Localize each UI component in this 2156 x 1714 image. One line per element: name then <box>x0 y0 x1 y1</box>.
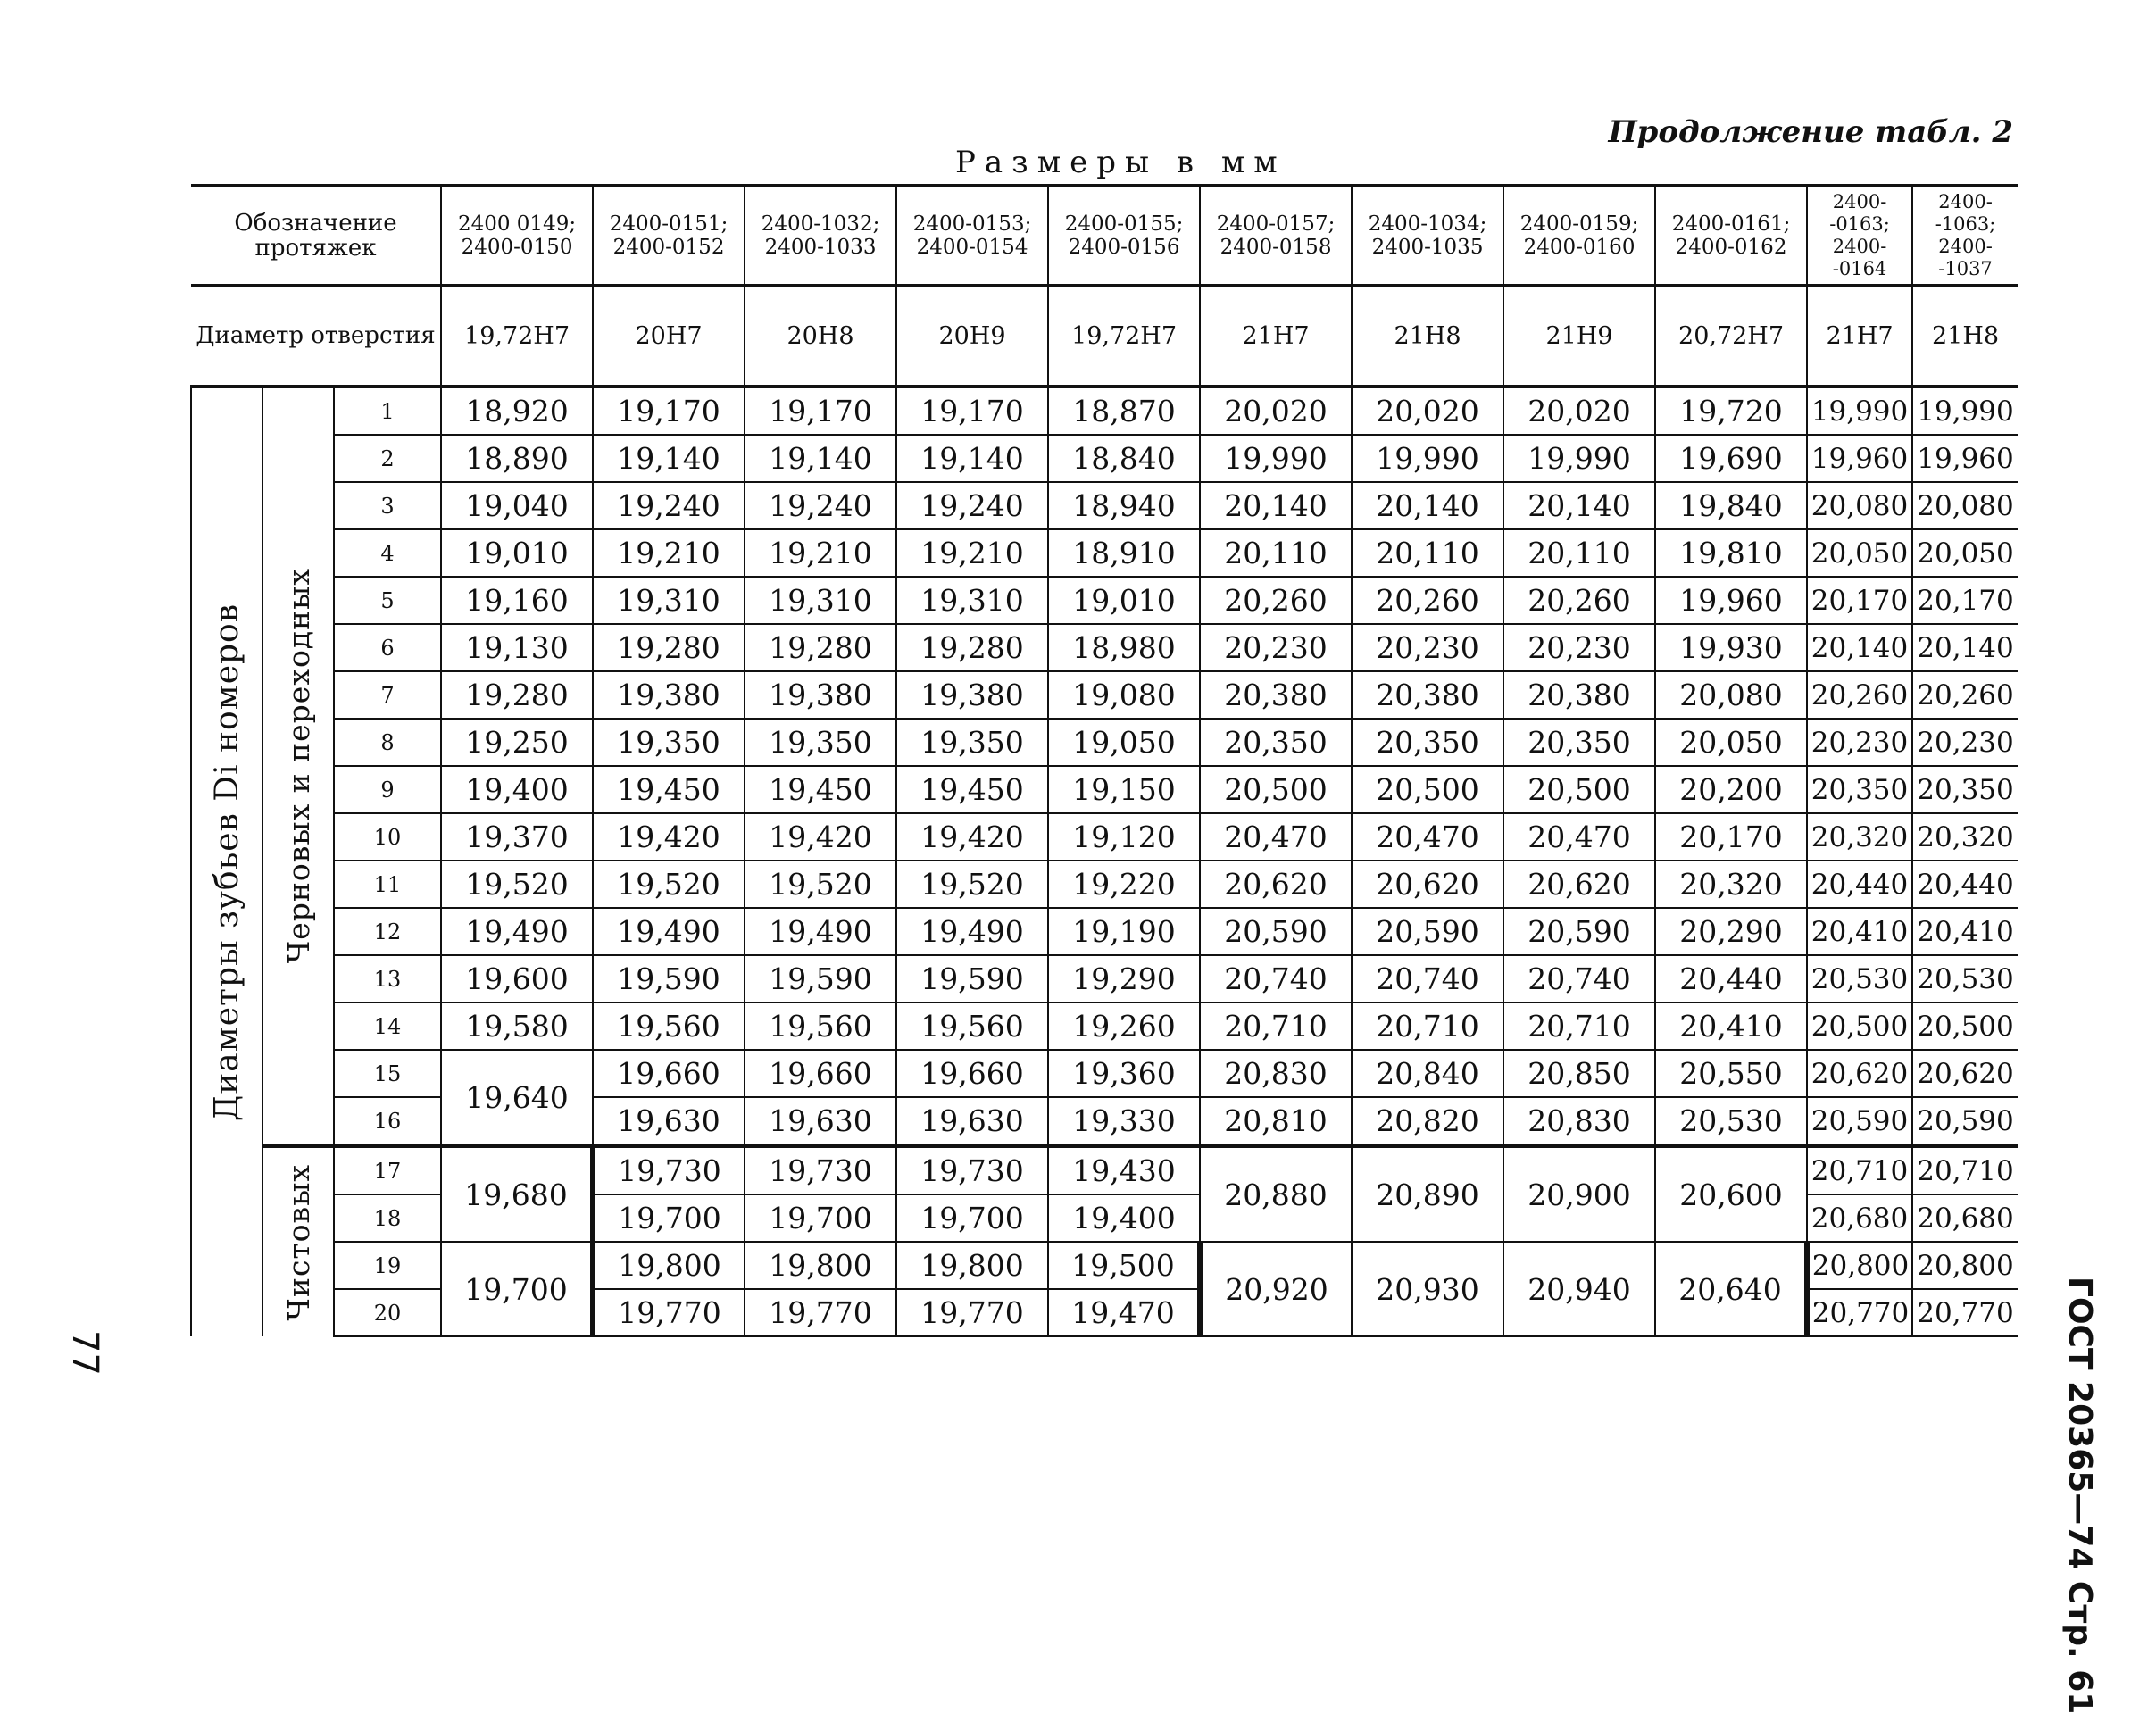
tooth-diameter-cell: 20,260 <box>1912 671 2018 719</box>
tooth-diameter-cell: 20,230 <box>1503 624 1655 671</box>
tooth-diameter-cell: 19,130 <box>441 624 593 671</box>
tooth-diameter-cell: 20,620 <box>1503 861 1655 908</box>
diameter-header: Диаметр отверстия <box>191 286 441 387</box>
hole-diameter-header: 20H8 <box>745 286 896 387</box>
tooth-number: 10 <box>334 813 441 861</box>
tooth-diameter-cell: 20,440 <box>1655 955 1807 1003</box>
tooth-number: 2 <box>334 435 441 482</box>
tooth-diameter-cell: 19,280 <box>896 624 1048 671</box>
page-number: 77 <box>64 1330 105 1376</box>
tooth-diameter-cell: 19,170 <box>896 387 1048 435</box>
tooth-diameter-cell: 20,200 <box>1655 766 1807 813</box>
finish-teeth-group <box>262 1146 334 1337</box>
tooth-diameter-cell: 20,020 <box>1352 387 1503 435</box>
tooth-diameter-cell: 20,800 <box>1912 1242 2018 1289</box>
tooth-diameter-cell: 20,890 <box>1352 1146 1503 1243</box>
tooth-diameter-cell: 19,520 <box>896 861 1048 908</box>
tooth-diameter-cell: 19,050 <box>1048 719 1200 766</box>
tooth-diameter-cell: 19,380 <box>896 671 1048 719</box>
tooth-number: 1 <box>334 387 441 435</box>
tooth-diameter-cell: 19,630 <box>593 1097 745 1146</box>
tooth-diameter-cell: 19,420 <box>593 813 745 861</box>
tooth-diameter-cell: 19,770 <box>593 1289 745 1336</box>
tooth-diameter-cell: 19,490 <box>441 908 593 955</box>
tooth-diameter-cell: 19,430 <box>1048 1146 1200 1195</box>
tooth-diameter-cell: 19,140 <box>745 435 896 482</box>
tooth-diameter-cell: 19,960 <box>1655 577 1807 624</box>
rough-teeth-label: Черновых и переходных <box>280 568 316 964</box>
table-row <box>191 1050 2018 1097</box>
tooth-diameter-cell: 20,640 <box>1655 1242 1807 1336</box>
tooth-diameter-cell: 19,700 <box>441 1242 593 1336</box>
tooth-diameter-cell: 20,940 <box>1503 1242 1655 1336</box>
tooth-diameter-cell: 19,840 <box>1655 482 1807 529</box>
broach-code-header: 2400- -0163; 2400- -0164 <box>1807 186 1912 286</box>
tooth-diameter-cell: 20,350 <box>1912 766 2018 813</box>
tooth-diameter-cell: 20,500 <box>1200 766 1352 813</box>
tooth-diameter-cell: 20,530 <box>1807 955 1912 1003</box>
tooth-diameter-cell: 20,020 <box>1503 387 1655 435</box>
tooth-diameter-cell: 20,680 <box>1912 1194 2018 1242</box>
tooth-diameter-cell: 20,350 <box>1503 719 1655 766</box>
tooth-diameter-cell: 20,440 <box>1807 861 1912 908</box>
tooth-diameter-cell: 19,260 <box>1048 1003 1200 1050</box>
tooth-diameter-cell: 19,660 <box>593 1050 745 1097</box>
tooth-diameter-cell: 20,500 <box>1352 766 1503 813</box>
tooth-diameter-cell: 20,680 <box>1807 1194 1912 1242</box>
tooth-diameter-cell: 19,120 <box>1048 813 1200 861</box>
broach-code-header: 2400- -1063; 2400- -1037 <box>1912 186 2018 286</box>
tooth-diameter-cell: 19,990 <box>1503 435 1655 482</box>
broach-dimensions-table <box>190 184 2018 1337</box>
tooth-diameter-cell: 19,630 <box>896 1097 1048 1146</box>
tooth-diameter-cell: 19,210 <box>745 529 896 577</box>
hole-diameter-header: 21H8 <box>1352 286 1503 387</box>
tooth-diameter-cell: 19,240 <box>896 482 1048 529</box>
tooth-diameter-cell: 20,230 <box>1912 719 2018 766</box>
tooth-diameter-cell: 19,930 <box>1655 624 1807 671</box>
tooth-diameter-cell: 20,770 <box>1807 1289 1912 1336</box>
tooth-diameter-cell: 20,410 <box>1912 908 2018 955</box>
table-row <box>191 482 2018 529</box>
tooth-number: 3 <box>334 482 441 529</box>
units-caption: Размеры в мм <box>955 145 1286 180</box>
tooth-diameter-cell: 19,990 <box>1807 387 1912 435</box>
tooth-diameter-cell: 19,250 <box>441 719 593 766</box>
table-row <box>191 1146 2018 1195</box>
tooth-diameter-cell: 20,470 <box>1352 813 1503 861</box>
designation-header: Обозначение протяжек <box>191 186 441 286</box>
table-row <box>191 1003 2018 1050</box>
tooth-diameter-cell: 19,560 <box>896 1003 1048 1050</box>
tooth-diameter-cell: 20,230 <box>1807 719 1912 766</box>
hole-diameter-header: 20H9 <box>896 286 1048 387</box>
tooth-diameter-cell: 19,500 <box>1048 1242 1200 1289</box>
tooth-diameter-cell: 20,800 <box>1807 1242 1912 1289</box>
tooth-diameter-cell: 19,040 <box>441 482 593 529</box>
tooth-diameter-cell: 20,230 <box>1352 624 1503 671</box>
tooth-diameter-cell: 19,730 <box>745 1146 896 1195</box>
tooth-diameter-cell: 20,590 <box>1200 908 1352 955</box>
tooth-diameter-cell: 20,920 <box>1200 1242 1352 1336</box>
tooth-diameter-cell: 19,210 <box>593 529 745 577</box>
tooth-diameter-cell: 19,560 <box>745 1003 896 1050</box>
tooth-diameter-cell: 20,740 <box>1200 955 1352 1003</box>
tooth-diameter-cell: 20,320 <box>1655 861 1807 908</box>
tooth-diameter-cell: 19,330 <box>1048 1097 1200 1146</box>
tooth-number: 18 <box>334 1194 441 1242</box>
tooth-diameter-cell: 19,800 <box>896 1242 1048 1289</box>
tooth-diameter-cell: 20,810 <box>1200 1097 1352 1146</box>
tooth-diameter-cell: 20,170 <box>1655 813 1807 861</box>
tooth-diameter-cell: 20,350 <box>1352 719 1503 766</box>
tooth-diameter-cell: 20,620 <box>1352 861 1503 908</box>
tooth-diameter-cell: 19,730 <box>896 1146 1048 1195</box>
tooth-diameter-cell: 20,710 <box>1352 1003 1503 1050</box>
tooth-diameter-cell: 20,140 <box>1352 482 1503 529</box>
tooth-number: 17 <box>334 1146 441 1195</box>
tooth-diameter-cell: 19,640 <box>441 1050 593 1146</box>
table-row <box>191 813 2018 861</box>
tooth-diameter-cell: 19,800 <box>593 1242 745 1289</box>
broach-code-header: 2400-0157; 2400-0158 <box>1200 186 1352 286</box>
tooth-diameter-cell: 20,930 <box>1352 1242 1503 1336</box>
tooth-diameter-cell: 20,290 <box>1655 908 1807 955</box>
tooth-diameter-cell: 20,900 <box>1503 1146 1655 1243</box>
teeth-diameter-label: Диаметры зубьев Di номеров <box>208 603 246 1121</box>
tooth-diameter-cell: 18,920 <box>441 387 593 435</box>
tooth-diameter-cell: 19,310 <box>745 577 896 624</box>
tooth-diameter-cell: 19,240 <box>745 482 896 529</box>
tooth-diameter-cell: 19,010 <box>1048 577 1200 624</box>
tooth-diameter-cell: 19,490 <box>896 908 1048 955</box>
table-row <box>191 577 2018 624</box>
hole-diameter-header: 19,72H7 <box>441 286 593 387</box>
tooth-diameter-cell: 19,630 <box>745 1097 896 1146</box>
tooth-diameter-cell: 19,310 <box>896 577 1048 624</box>
tooth-diameter-cell: 19,700 <box>745 1194 896 1242</box>
tooth-number: 11 <box>334 861 441 908</box>
tooth-diameter-cell: 20,880 <box>1200 1146 1352 1243</box>
rough-teeth-group <box>262 387 334 1146</box>
tooth-diameter-cell: 20,620 <box>1807 1050 1912 1097</box>
tooth-diameter-cell: 18,890 <box>441 435 593 482</box>
tooth-diameter-cell: 19,730 <box>593 1146 745 1195</box>
broach-code-header: 2400-0151; 2400-0152 <box>593 186 745 286</box>
tooth-diameter-cell: 20,830 <box>1503 1097 1655 1146</box>
table-row <box>191 624 2018 671</box>
tooth-diameter-cell: 20,500 <box>1807 1003 1912 1050</box>
tooth-diameter-cell: 20,050 <box>1655 719 1807 766</box>
tooth-diameter-cell: 19,280 <box>441 671 593 719</box>
broach-code-header: 2400 0149; 2400-0150 <box>441 186 593 286</box>
tooth-number: 15 <box>334 1050 441 1097</box>
header-row-diameter <box>191 286 2018 387</box>
tooth-diameter-cell: 20,380 <box>1503 671 1655 719</box>
table-row <box>191 529 2018 577</box>
tooth-diameter-cell: 20,500 <box>1503 766 1655 813</box>
tooth-diameter-cell: 20,380 <box>1200 671 1352 719</box>
tooth-diameter-cell: 20,710 <box>1912 1146 2018 1195</box>
tooth-diameter-cell: 20,260 <box>1200 577 1352 624</box>
tooth-diameter-cell: 20,470 <box>1200 813 1352 861</box>
tooth-diameter-cell: 19,150 <box>1048 766 1200 813</box>
tooth-diameter-cell: 19,380 <box>745 671 896 719</box>
table-row <box>191 861 2018 908</box>
tooth-diameter-cell: 19,490 <box>593 908 745 955</box>
tooth-diameter-cell: 19,960 <box>1912 435 2018 482</box>
tooth-diameter-cell: 20,080 <box>1912 482 2018 529</box>
tooth-diameter-cell: 18,980 <box>1048 624 1200 671</box>
tooth-diameter-cell: 19,960 <box>1807 435 1912 482</box>
tooth-diameter-cell: 19,350 <box>745 719 896 766</box>
tooth-diameter-cell: 20,530 <box>1912 955 2018 1003</box>
tooth-diameter-cell: 19,280 <box>745 624 896 671</box>
tooth-diameter-cell: 20,260 <box>1503 577 1655 624</box>
broach-code-header: 2400-1032; 2400-1033 <box>745 186 896 286</box>
tooth-diameter-cell: 20,740 <box>1503 955 1655 1003</box>
tooth-diameter-cell: 20,170 <box>1807 577 1912 624</box>
side-reference: ГОСТ 20365—74 Стр. 61 <box>2061 1277 2098 1714</box>
tooth-diameter-cell: 19,700 <box>896 1194 1048 1242</box>
tooth-diameter-cell: 19,220 <box>1048 861 1200 908</box>
tooth-number: 14 <box>334 1003 441 1050</box>
hole-diameter-header: 21H8 <box>1912 286 2018 387</box>
tooth-diameter-cell: 20,590 <box>1807 1097 1912 1146</box>
finish-teeth-label: Чистовых <box>280 1163 316 1321</box>
tooth-number: 8 <box>334 719 441 766</box>
tooth-diameter-cell: 19,140 <box>593 435 745 482</box>
tooth-number: 13 <box>334 955 441 1003</box>
tooth-diameter-cell: 20,440 <box>1912 861 2018 908</box>
tooth-diameter-cell: 19,990 <box>1352 435 1503 482</box>
tooth-diameter-cell: 19,310 <box>593 577 745 624</box>
tooth-diameter-cell: 20,410 <box>1655 1003 1807 1050</box>
tooth-diameter-cell: 20,380 <box>1352 671 1503 719</box>
tooth-diameter-cell: 19,450 <box>745 766 896 813</box>
tooth-diameter-cell: 20,550 <box>1655 1050 1807 1097</box>
tooth-diameter-cell: 20,840 <box>1352 1050 1503 1097</box>
tooth-diameter-cell: 20,140 <box>1912 624 2018 671</box>
tooth-number: 16 <box>334 1097 441 1146</box>
tooth-diameter-cell: 19,400 <box>441 766 593 813</box>
tooth-diameter-cell: 19,210 <box>896 529 1048 577</box>
tooth-diameter-cell: 19,450 <box>593 766 745 813</box>
tooth-diameter-cell: 19,700 <box>593 1194 745 1242</box>
tooth-diameter-cell: 20,350 <box>1807 766 1912 813</box>
tooth-diameter-cell: 18,940 <box>1048 482 1200 529</box>
tooth-diameter-cell: 20,620 <box>1200 861 1352 908</box>
tooth-diameter-cell: 20,770 <box>1912 1289 2018 1336</box>
tooth-diameter-cell: 19,520 <box>441 861 593 908</box>
tooth-diameter-cell: 20,710 <box>1200 1003 1352 1050</box>
tooth-diameter-cell: 19,170 <box>745 387 896 435</box>
table-row <box>191 908 2018 955</box>
tooth-diameter-cell: 19,080 <box>1048 671 1200 719</box>
tooth-diameter-cell: 19,720 <box>1655 387 1807 435</box>
tooth-diameter-cell: 20,260 <box>1807 671 1912 719</box>
tooth-diameter-cell: 19,990 <box>1912 387 2018 435</box>
tooth-number: 7 <box>334 671 441 719</box>
table-row <box>191 671 2018 719</box>
hole-diameter-header: 21H7 <box>1807 286 1912 387</box>
tooth-diameter-cell: 19,590 <box>745 955 896 1003</box>
tooth-diameter-cell: 19,240 <box>593 482 745 529</box>
tooth-diameter-cell: 19,420 <box>745 813 896 861</box>
tooth-number: 19 <box>334 1242 441 1289</box>
tooth-diameter-cell: 19,280 <box>593 624 745 671</box>
tooth-diameter-cell: 20,110 <box>1503 529 1655 577</box>
tooth-diameter-cell: 19,400 <box>1048 1194 1200 1242</box>
tooth-diameter-cell: 19,800 <box>745 1242 896 1289</box>
tooth-diameter-cell: 19,140 <box>896 435 1048 482</box>
table-row <box>191 766 2018 813</box>
tooth-diameter-cell: 20,320 <box>1912 813 2018 861</box>
tooth-diameter-cell: 20,080 <box>1655 671 1807 719</box>
tooth-diameter-cell: 19,350 <box>896 719 1048 766</box>
tooth-diameter-cell: 20,260 <box>1352 577 1503 624</box>
tooth-diameter-cell: 18,910 <box>1048 529 1200 577</box>
broach-code-header: 2400-0155; 2400-0156 <box>1048 186 1200 286</box>
tooth-diameter-cell: 20,600 <box>1655 1146 1807 1243</box>
tooth-diameter-cell: 20,050 <box>1912 529 2018 577</box>
tooth-diameter-cell: 19,770 <box>896 1289 1048 1336</box>
tooth-diameter-cell: 19,590 <box>896 955 1048 1003</box>
tooth-diameter-cell: 19,810 <box>1655 529 1807 577</box>
table-row <box>191 1242 2018 1289</box>
hole-diameter-header: 20,72H7 <box>1655 286 1807 387</box>
tooth-diameter-cell: 20,820 <box>1352 1097 1503 1146</box>
tooth-diameter-cell: 19,420 <box>896 813 1048 861</box>
tooth-diameter-cell: 20,110 <box>1352 529 1503 577</box>
tooth-diameter-cell: 20,320 <box>1807 813 1912 861</box>
tooth-diameter-cell: 19,010 <box>441 529 593 577</box>
tooth-diameter-cell: 20,710 <box>1807 1146 1912 1195</box>
tooth-diameter-cell: 20,590 <box>1352 908 1503 955</box>
tooth-diameter-cell: 19,600 <box>441 955 593 1003</box>
tooth-diameter-cell: 19,350 <box>593 719 745 766</box>
tooth-diameter-cell: 19,360 <box>1048 1050 1200 1097</box>
tooth-number: 5 <box>334 577 441 624</box>
tooth-diameter-cell: 20,410 <box>1807 908 1912 955</box>
hole-diameter-header: 21H9 <box>1503 286 1655 387</box>
tooth-diameter-cell: 19,560 <box>593 1003 745 1050</box>
table-row <box>191 435 2018 482</box>
tooth-diameter-cell: 20,350 <box>1200 719 1352 766</box>
tooth-diameter-cell: 20,020 <box>1200 387 1352 435</box>
tooth-diameter-cell: 19,490 <box>745 908 896 955</box>
hole-diameter-header: 20H7 <box>593 286 745 387</box>
tooth-diameter-cell: 18,870 <box>1048 387 1200 435</box>
tooth-diameter-cell: 20,740 <box>1352 955 1503 1003</box>
tooth-diameter-cell: 19,580 <box>441 1003 593 1050</box>
tooth-number: 6 <box>334 624 441 671</box>
tooth-diameter-cell: 19,690 <box>1655 435 1807 482</box>
broach-code-header: 2400-0159; 2400-0160 <box>1503 186 1655 286</box>
hole-diameter-header: 21H7 <box>1200 286 1352 387</box>
tooth-diameter-cell: 19,380 <box>593 671 745 719</box>
teeth-diameter-group <box>191 387 262 1336</box>
tooth-diameter-cell: 19,520 <box>745 861 896 908</box>
tooth-number: 12 <box>334 908 441 955</box>
tooth-diameter-cell: 18,840 <box>1048 435 1200 482</box>
tooth-number: 9 <box>334 766 441 813</box>
hole-diameter-header: 19,72H7 <box>1048 286 1200 387</box>
tooth-diameter-cell: 19,450 <box>896 766 1048 813</box>
table-row <box>191 387 2018 435</box>
tooth-diameter-cell: 19,470 <box>1048 1289 1200 1336</box>
tooth-diameter-cell: 19,190 <box>1048 908 1200 955</box>
tooth-diameter-cell: 19,290 <box>1048 955 1200 1003</box>
tooth-diameter-cell: 19,680 <box>441 1146 593 1243</box>
tooth-diameter-cell: 19,520 <box>593 861 745 908</box>
tooth-diameter-cell: 20,500 <box>1912 1003 2018 1050</box>
tooth-diameter-cell: 20,140 <box>1503 482 1655 529</box>
tooth-diameter-cell: 19,170 <box>593 387 745 435</box>
header-row-designation <box>191 186 2018 286</box>
broach-code-header: 2400-1034; 2400-1035 <box>1352 186 1503 286</box>
tooth-number: 4 <box>334 529 441 577</box>
tooth-diameter-cell: 19,590 <box>593 955 745 1003</box>
tooth-diameter-cell: 20,050 <box>1807 529 1912 577</box>
tooth-diameter-cell: 19,660 <box>745 1050 896 1097</box>
tooth-number: 20 <box>334 1289 441 1336</box>
tooth-diameter-cell: 20,230 <box>1200 624 1352 671</box>
tooth-diameter-cell: 20,170 <box>1912 577 2018 624</box>
tooth-diameter-cell: 20,080 <box>1807 482 1912 529</box>
tooth-diameter-cell: 20,710 <box>1503 1003 1655 1050</box>
tooth-diameter-cell: 19,160 <box>441 577 593 624</box>
tooth-diameter-cell: 20,850 <box>1503 1050 1655 1097</box>
tooth-diameter-cell: 20,110 <box>1200 529 1352 577</box>
tooth-diameter-cell: 20,140 <box>1200 482 1352 529</box>
tooth-diameter-cell: 20,530 <box>1655 1097 1807 1146</box>
tooth-diameter-cell: 20,830 <box>1200 1050 1352 1097</box>
tooth-diameter-cell: 20,470 <box>1503 813 1655 861</box>
tooth-diameter-cell: 19,370 <box>441 813 593 861</box>
tooth-diameter-cell: 19,990 <box>1200 435 1352 482</box>
broach-code-header: 2400-0161; 2400-0162 <box>1655 186 1807 286</box>
tooth-diameter-cell: 19,770 <box>745 1289 896 1336</box>
table-row <box>191 719 2018 766</box>
continuation-label: Продолжение табл. 2 <box>1608 114 2013 150</box>
tooth-diameter-cell: 20,590 <box>1912 1097 2018 1146</box>
tooth-diameter-cell: 20,140 <box>1807 624 1912 671</box>
tooth-diameter-cell: 19,660 <box>896 1050 1048 1097</box>
broach-code-header: 2400-0153; 2400-0154 <box>896 186 1048 286</box>
tooth-diameter-cell: 20,590 <box>1503 908 1655 955</box>
table-row <box>191 955 2018 1003</box>
tooth-diameter-cell: 20,620 <box>1912 1050 2018 1097</box>
